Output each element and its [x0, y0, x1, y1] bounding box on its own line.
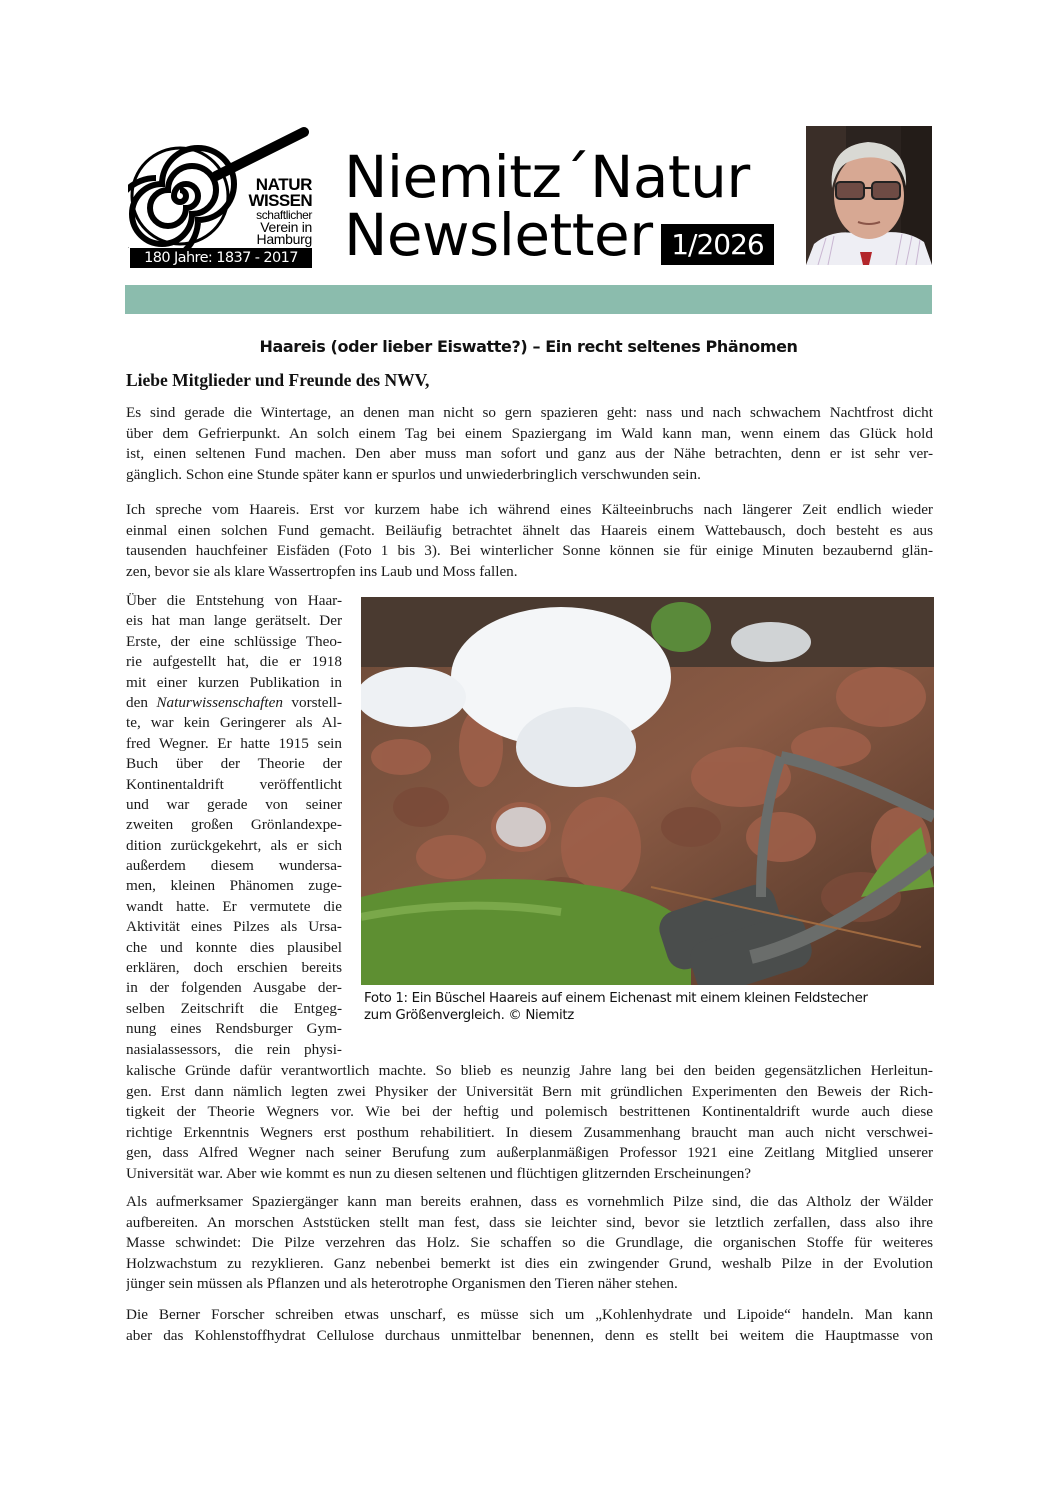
- issue-number-badge: 1/2026: [661, 224, 774, 265]
- text-line: aber das Kohlenstoffhydrat Cellulose durchaus unmittelbar benennen, denn es stellt bei weitem die Hauptmasse von: [126, 1326, 933, 1344]
- logo-anniversary-banner: 180 Jahre: 1837 - 2017: [130, 248, 312, 268]
- text-line: richtige Erkenntnis Wegners erst posthum rehabilitiert. In diesem Zusammenhang braucht man auch nicht verschwei-: [126, 1123, 933, 1141]
- text-line: Holzwachstum zu rezyklieren. Ganz nebenbei bemerkt ist dies ein zwingender Grund, weshalb Pilze in der Evolution: [126, 1254, 933, 1272]
- text-line: Universität war. Aber wie kommt es nun zu diesen seltenen und flüchtigen glitzernden Erscheinungen?: [126, 1164, 752, 1182]
- header-divider-bar: [125, 285, 932, 314]
- paragraph-1: [126, 403, 933, 485]
- text-line: selben Zeitschrift die Entgeg-: [126, 999, 342, 1017]
- logo-text-wissen: WISSEN: [248, 191, 312, 210]
- text-line: fred Wegner. Er hatte 1915 sein: [126, 734, 342, 752]
- text-line: tigkeit der Theorie Wegners vor. Wie bei der heftig und polemisch bestrittenen Kontinentaldrift wurde auch diese: [126, 1103, 933, 1120]
- text-line: und war gerade von seiner: [126, 795, 342, 813]
- text-line: nasialassessors, die rein physi-: [126, 1040, 342, 1058]
- text-line: [126, 693, 342, 713]
- text-line: in der folgenden Ausgabe der-: [126, 979, 342, 997]
- photo-caption: [364, 990, 934, 1024]
- caption-line: zum Größenvergleich. © Niemitz: [364, 1008, 574, 1023]
- paragraph-3-continued: [126, 1061, 933, 1184]
- text-line: erklären, doch erschien bereits: [126, 959, 342, 977]
- text-line: te, war kein Geringerer als Al-: [126, 714, 342, 732]
- author-portrait: [806, 126, 932, 265]
- text-line: aufbereiten. An morschen Aststücken stellt man fest, dass sie leichter sind, bevor sie letztlich zerfallen, dass also ihre: [126, 1213, 933, 1231]
- text-line: Als aufmerksamer Spaziergänger kann man bereits erahnen, dass es vornehmlich Pilze sind, die das Altholz der Wälder: [126, 1193, 933, 1210]
- hair-ice-photo-icon: [361, 597, 934, 985]
- newsletter-title-line1: Niemitz´Natur: [344, 143, 750, 211]
- text-line: einmal einen solchen Fund gemacht. Beiläufig betrachtet ähnelt das Haareis einem Wattebausch, doch besteht es aus: [126, 521, 933, 539]
- text-line: tausenden hauchfeiner Eisfäden (Foto 1 bis 3). Bei winterlicher Sonne können sie für einige Minuten bezaubernd glän-: [126, 542, 933, 559]
- text-line: rie aufgestellt hat, die er 1918: [126, 653, 342, 671]
- author-photo-icon: [806, 126, 932, 265]
- text-line: Über die Entstehung von Haar-: [126, 592, 342, 609]
- text-line: außerdem diesem wundersa-: [126, 857, 342, 875]
- text-line: Ich spreche vom Haareis. Erst vor kurzem habe ich während eines Kälteeinbruchs nach längerer Zeit endlich wieder: [126, 501, 933, 518]
- text-line: dition zurückgekehrt, als er sich: [126, 836, 342, 854]
- text-line: men, kleinen Phänomen zuge-: [126, 877, 342, 895]
- logo-text-hamburg: Hamburg: [256, 231, 312, 247]
- logo-text-schaftlicher: schaftlicher: [256, 208, 312, 222]
- paragraph-4: [126, 1192, 933, 1295]
- nwv-logo: [128, 124, 314, 270]
- text-line: ist, einen seltenen Fund machen. Den aber muss man sofort und ganz aus der Nähe betrachten, denn er ist sehr ver-: [126, 445, 933, 462]
- article-headline: Haareis (oder lieber Eiswatte?) – Ein recht seltenes Phänomen: [259, 337, 798, 356]
- logo-text-natur: NATUR: [255, 175, 312, 194]
- text-line: Erste, der eine schlüssige Theo-: [126, 632, 342, 650]
- text-line: wandt hatte. Er vermutete die: [126, 897, 342, 915]
- journal-name: Naturwissenschaften: [156, 693, 283, 711]
- text-line: gen, dass Alfred Wegner nach seiner Berufung zum außerplanmäßigen Professor 1921 eine Zeitlang Mitglied unserer: [126, 1144, 933, 1161]
- text-line: zen, bevor sie als klare Wassertropfen ins Laub und Moss fallen.: [126, 562, 518, 580]
- newsletter-title-line2: Newsletter: [344, 201, 653, 269]
- text-line: Buch über der Theorie der: [126, 755, 342, 773]
- text-line: Masse schwindet: Die Pilze verzehren das Holz. Sie schaffen so die Grundlage, die organischen Stoffe für weiteres: [126, 1234, 933, 1251]
- text-line: eis hat man lange gerätselt. Der: [126, 612, 342, 630]
- haareis-photo: [361, 597, 934, 985]
- text-line: Aktivität eines Pilzes als Ursa-: [126, 918, 342, 936]
- paragraph-5: [126, 1305, 933, 1346]
- text-line: mit einer kurzen Publikation in: [126, 673, 342, 691]
- text-line: nung eines Rendsburger Gym-: [126, 1020, 342, 1038]
- text-fragment: den: [126, 693, 148, 711]
- text-line: gen. Erst dann nämlich legten zwei Physiker der Universität Bern mit gründlichen Experimenten den Beweis der Rich-: [126, 1082, 933, 1100]
- paragraph-2: [126, 500, 933, 582]
- text-line: Die Berner Forscher schreiben etwas unscharf, es müsse sich um „Kohlenhydrate und Lipoide“ handeln. Man kann: [126, 1306, 933, 1323]
- logo-text-verein: Verein in: [260, 219, 312, 235]
- text-line: über dem Gefrierpunkt. An solch einem Tag bei einem Spaziergang im Wald kann man, wenn einem das Glück hold: [126, 424, 933, 442]
- text-line: che und konnte dies plausibel: [126, 938, 342, 956]
- text-line: kalische Gründe dafür verantwortlich machte. So blieb es neunzig Jahre lang bei den beiden gegensätzlichen Herleitun-: [126, 1062, 933, 1079]
- text-line: Kontinentaldrift veröffentlicht: [126, 775, 342, 793]
- text-fragment: vorstell-: [291, 693, 342, 711]
- text-line: zweiten großen Grönlandexpe-: [126, 816, 342, 834]
- paragraph-3-column: [126, 591, 342, 1060]
- text-line: gänglich. Schon eine Stunde später kann er spurlos und unwiederbringlich verschwunden sein.: [126, 465, 701, 483]
- text-line: Es sind gerade die Wintertage, an denen man nicht so gern spazieren geht: nass und nach schwachem Nachtfrost dicht: [126, 404, 933, 421]
- text-line: jünger sein müssen als Pflanzen und als heterotrophe Organismen den Tieren näher stehen.: [126, 1275, 678, 1292]
- caption-line: Foto 1: Ein Büschel Haareis auf einem Eichenast mit einem kleinen Feldstecher: [364, 991, 868, 1006]
- greeting: Liebe Mitglieder und Freunde des NWV,: [126, 370, 430, 390]
